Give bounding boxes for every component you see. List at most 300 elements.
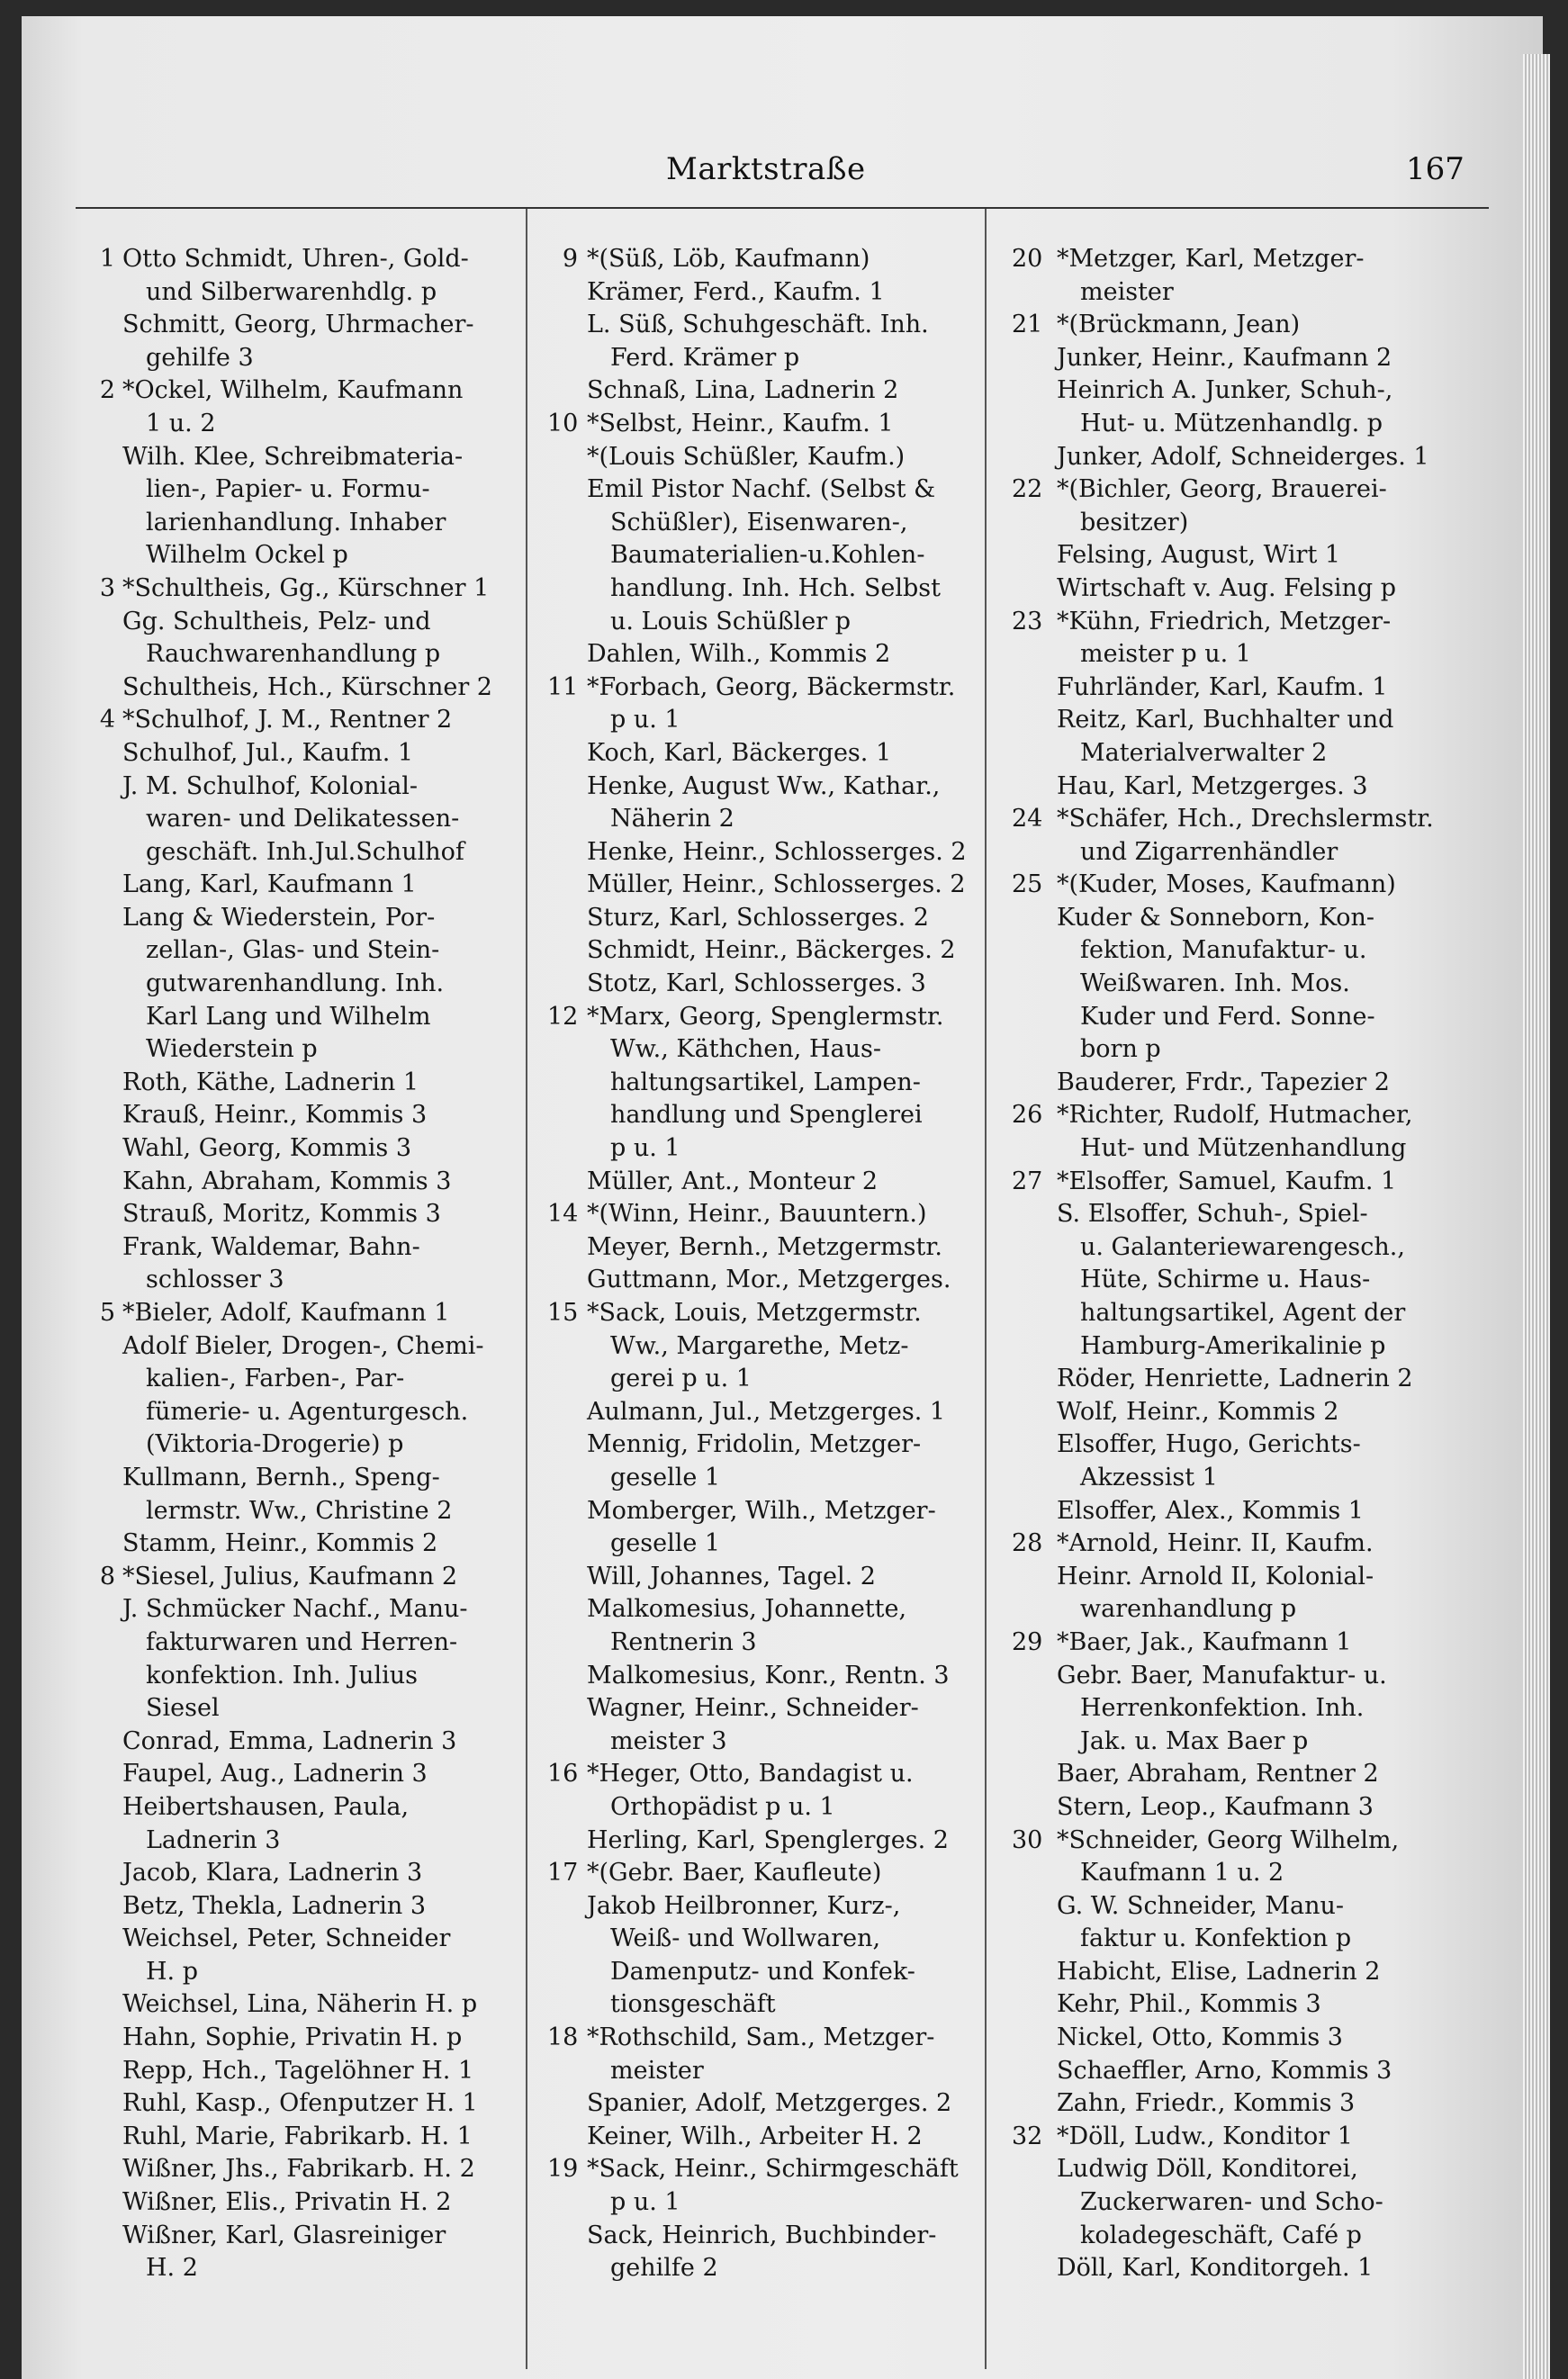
entry-line — [553, 737, 1012, 770]
entry-line — [553, 342, 1012, 375]
entry-text: Karl Lang und Wilhelm — [146, 1002, 431, 1031]
entry-text: Lang, Karl, Kaufmann 1 — [122, 870, 417, 899]
entry-text: Kehr, Phil., Kommis 3 — [1057, 1990, 1321, 2019]
entry-text: Stern, Leop., Kaufmann 3 — [1057, 1792, 1374, 1821]
entry-line — [85, 1857, 553, 1890]
entry-text: Wißner, Karl, Glasreiniger — [122, 2221, 446, 2249]
entry-line — [85, 276, 553, 310]
entry-text: p u. 1 — [610, 1134, 680, 1163]
entry-line — [553, 539, 1012, 572]
entry-text: *(Winn, Heinr., Bauuntern.) — [587, 1200, 927, 1229]
entry-text: geselle 1 — [610, 1463, 721, 1491]
entry-line — [1012, 1462, 1516, 1495]
entry-text: Stotz, Karl, Schlosserges. 3 — [587, 969, 926, 998]
entry-text: Herling, Karl, Spenglerges. 2 — [587, 1825, 949, 1854]
entry-text: *Siesel, Julius, Kaufmann 2 — [122, 1562, 458, 1591]
entry-line — [85, 1297, 553, 1330]
entry-text: *Marx, Georg, Spenglermstr. — [587, 1002, 944, 1031]
entry-line — [85, 1428, 553, 1462]
entry-line — [1012, 276, 1516, 310]
entry-line — [85, 1726, 553, 1759]
entry-line — [1012, 2022, 1516, 2055]
entry-text: Akzessist 1 — [1080, 1463, 1218, 1491]
entry-text: u. Galanteriewarengesch., — [1080, 1232, 1405, 1261]
entry-text: Nickel, Otto, Kommis 3 — [1057, 2023, 1343, 2052]
entry-text: *(Süß, Löb, Kaufmann) — [587, 245, 870, 273]
entry-line — [85, 1660, 553, 1693]
entry-text: Weiß- und Wollwaren, — [610, 1924, 881, 1953]
entry-text: Spanier, Adolf, Metzgerges. 2 — [587, 2089, 952, 2118]
entry-text: *Metzger, Karl, Metzger- — [1057, 245, 1365, 273]
entry-line — [1012, 1726, 1516, 1759]
entry-text: haltungsartikel, Lampen- — [610, 1068, 921, 1096]
entry-line — [1012, 770, 1516, 804]
entry-line — [553, 1396, 1012, 1429]
entry-line — [1012, 1363, 1516, 1396]
entry-line — [553, 1627, 1012, 1660]
entry-line — [1012, 473, 1516, 507]
entry-line — [85, 2220, 553, 2253]
entry-text: Schultheis, Hch., Kürschner 2 — [122, 672, 492, 701]
entry-text: Siesel — [146, 1694, 220, 1723]
entry-line — [1012, 309, 1516, 342]
entry-line — [553, 1132, 1012, 1166]
house-number: 12 — [547, 1002, 579, 1031]
entry-text: Hahn, Sophie, Privatin H. p — [122, 2023, 463, 2052]
entry-text: meister p u. 1 — [1080, 640, 1251, 669]
entry-text: Schmitt, Georg, Uhrmacher- — [122, 311, 474, 339]
entry-line — [1012, 1692, 1516, 1726]
entry-line — [85, 1198, 553, 1231]
entry-text: Keiner, Wilh., Arbeiter H. 2 — [587, 2122, 923, 2150]
entry-line — [553, 1988, 1012, 2022]
entry-text: gehilfe 2 — [610, 2254, 718, 2283]
entry-line — [553, 803, 1012, 836]
entry-line — [1012, 1067, 1516, 1100]
entry-text: Hut- u. Mützenhandlg. p — [1080, 409, 1383, 437]
house-number: 11 — [547, 672, 579, 701]
entry-line — [553, 309, 1012, 342]
entry-text: Hau, Karl, Metzgerges. 3 — [1057, 771, 1368, 800]
entry-text: Kullmann, Bernh., Speng- — [122, 1463, 440, 1491]
entry-line — [1012, 1758, 1516, 1791]
entry-text: haltungsartikel, Agent der — [1080, 1299, 1406, 1327]
entry-text: G. W. Schneider, Manu- — [1057, 1891, 1344, 1920]
entry-line — [85, 572, 553, 606]
entry-text: Jakob Heilbronner, Kurz-, — [587, 1891, 901, 1920]
entry-text: gehilfe 3 — [146, 343, 254, 372]
entry-line — [553, 1330, 1012, 1364]
entry-text: und Silberwarenhdlg. p — [146, 277, 437, 306]
entry-text: *Sack, Louis, Metzgermstr. — [587, 1299, 922, 1327]
entry-line — [553, 704, 1012, 737]
entry-line — [1012, 1593, 1516, 1627]
entry-line — [1012, 1001, 1516, 1034]
entry-text: *Rothschild, Sam., Metzger- — [587, 2023, 935, 2052]
entry-text: *Kühn, Friedrich, Metzger- — [1057, 607, 1392, 635]
entry-line — [85, 1627, 553, 1660]
entry-text: Rentnerin 3 — [610, 1627, 757, 1656]
entry-line — [1012, 1988, 1516, 2022]
entry-line — [553, 1791, 1012, 1825]
header-rule — [76, 207, 1489, 209]
entry-text: Wilhelm Ockel p — [146, 541, 348, 570]
entry-line — [553, 473, 1012, 507]
entry-line — [85, 1166, 553, 1199]
entry-text: koladegeschäft, Café p — [1080, 2221, 1362, 2249]
entry-line — [85, 2087, 553, 2121]
entry-line — [85, 671, 553, 705]
entry-line — [1012, 1825, 1516, 1858]
entry-line — [1012, 836, 1516, 870]
entry-line — [553, 1692, 1012, 1726]
entry-line — [1012, 1627, 1516, 1660]
entry-text: Jacob, Klara, Ladnerin 3 — [122, 1859, 423, 1888]
entry-line — [85, 968, 553, 1001]
entry-text: Ruhl, Kasp., Ofenputzer H. 1 — [122, 2089, 478, 2118]
entry-text: lien-, Papier- u. Formu- — [146, 475, 430, 504]
entry-text: Ruhl, Marie, Fabrikarb. H. 1 — [122, 2122, 473, 2150]
entry-text: Weichsel, Peter, Schneider — [122, 1924, 451, 1953]
entry-text: Herrenkonfektion. Inh. — [1080, 1694, 1365, 1723]
entry-line — [553, 2121, 1012, 2154]
entry-line — [1012, 1099, 1516, 1132]
entry-line — [1012, 671, 1516, 705]
entry-text: Felsing, August, Wirt 1 — [1057, 541, 1341, 570]
house-number: 22 — [1012, 475, 1043, 504]
entry-text: Döll, Karl, Konditorgeh. 1 — [1057, 2254, 1374, 2283]
entry-line — [1012, 2055, 1516, 2088]
entry-text: gutwarenhandlung. Inh. — [146, 969, 445, 998]
entry-text: Müller, Heinr., Schlosserges. 2 — [587, 870, 966, 899]
entry-text: Repp, Hch., Tagelöhner H. 1 — [122, 2056, 474, 2085]
entry-line — [85, 1527, 553, 1561]
entry-text: fektion, Manufaktur- u. — [1080, 936, 1367, 965]
entry-text: schlosser 3 — [146, 1266, 284, 1294]
entry-text: *Arnold, Heinr. II, Kaufm. — [1057, 1529, 1374, 1558]
entry-line — [85, 1462, 553, 1495]
entry-line — [553, 1033, 1012, 1067]
entry-line — [553, 1428, 1012, 1462]
entry-text: zellan-, Glas- und Stein- — [146, 936, 440, 965]
entry-line — [85, 1330, 553, 1364]
entry-text: H. p — [146, 1957, 198, 1986]
entry-text: *Schneider, Georg Wilhelm, — [1057, 1825, 1400, 1854]
entry-line — [85, 1593, 553, 1627]
entry-text: Faupel, Aug., Ladnerin 3 — [122, 1760, 428, 1789]
house-number: 21 — [1012, 311, 1043, 339]
entry-line — [547, 1001, 1012, 1034]
entry-text: *(Gebr. Baer, Kaufleute) — [587, 1859, 882, 1888]
entry-text: *Selbst, Heinr., Kaufm. 1 — [587, 409, 894, 437]
entry-text: S. Elsoffer, Schuh-, Spiel- — [1057, 1200, 1368, 1229]
entry-text: Aulmann, Jul., Metzgerges. 1 — [587, 1397, 946, 1426]
entry-text: Zuckerwaren- und Scho- — [1080, 2188, 1383, 2217]
entry-text: Schaeffler, Arno, Kommis 3 — [1057, 2056, 1392, 2085]
entry-line — [547, 408, 1012, 441]
entry-line — [85, 1231, 553, 1265]
entry-line — [553, 968, 1012, 1001]
entry-line — [85, 2022, 553, 2055]
entry-line — [85, 2186, 553, 2220]
entry-line — [85, 1692, 553, 1726]
house-number: 16 — [547, 1760, 579, 1789]
entry-line — [1012, 374, 1516, 408]
entry-text: Meyer, Bernh., Metzgermstr. — [587, 1232, 942, 1261]
entry-text: Orthopädist p u. 1 — [610, 1792, 835, 1821]
entry-line — [85, 2252, 553, 2285]
entry-line — [1012, 1396, 1516, 1429]
entry-line — [85, 1495, 553, 1528]
entry-line — [553, 1264, 1012, 1297]
house-number: 8 — [99, 1562, 115, 1591]
column-middle — [547, 243, 1012, 2285]
entry-text: warenhandlung p — [1080, 1595, 1297, 1624]
entry-text: Emil Pistor Nachf. (Selbst & — [587, 475, 936, 504]
entry-line — [85, 408, 553, 441]
entry-text: *Heger, Otto, Bandagist u. — [587, 1760, 914, 1789]
entry-line — [547, 2153, 1012, 2186]
entry-line — [547, 1758, 1012, 1791]
entry-text: Lang & Wiederstein, Por- — [122, 903, 436, 932]
entry-text: Kahn, Abraham, Kommis 3 — [122, 1167, 452, 1195]
entry-line — [1012, 539, 1516, 572]
entry-text: Schnaß, Lina, Ladnerin 2 — [587, 376, 899, 405]
entry-text: Adolf Bieler, Drogen-, Chemi- — [122, 1331, 484, 1360]
entry-line — [1012, 1791, 1516, 1825]
entry-line — [85, 441, 553, 474]
entry-line — [85, 902, 553, 935]
entry-line — [85, 869, 553, 902]
entry-text: J. Schmücker Nachf., Manu- — [122, 1595, 468, 1624]
entry-line — [1012, 803, 1516, 836]
entry-line — [553, 1825, 1012, 1858]
entry-text: Guttmann, Mor., Metzgerges. — [587, 1266, 951, 1294]
entry-text: (Viktoria-Drogerie) p — [146, 1430, 404, 1459]
entry-line — [1012, 2252, 1516, 2285]
entry-line — [1012, 2087, 1516, 2121]
entry-line — [85, 836, 553, 870]
entry-line — [1012, 606, 1516, 639]
entry-text: Ww., Käthchen, Haus- — [610, 1035, 881, 1064]
entry-line — [553, 1231, 1012, 1265]
house-number: 9 — [562, 245, 578, 273]
entry-text: Henke, Heinr., Schlosserges. 2 — [587, 837, 967, 866]
entry-line — [553, 2252, 1012, 2285]
house-number: 27 — [1012, 1167, 1043, 1195]
entry-text: Sturz, Karl, Schlosserges. 2 — [587, 903, 929, 932]
entry-text: Schmidt, Heinr., Bäckerges. 2 — [587, 936, 956, 965]
entry-text: *(Brückmann, Jean) — [1057, 311, 1301, 339]
entry-text: Dahlen, Wilh., Kommis 2 — [587, 640, 891, 669]
entry-line — [85, 1264, 553, 1297]
entry-line — [1012, 342, 1516, 375]
entry-text: Elsoffer, Hugo, Gerichts- — [1057, 1430, 1361, 1459]
entry-text: *Richter, Rudolf, Hutmacher, — [1057, 1101, 1413, 1130]
entry-line — [1012, 1231, 1516, 1265]
entry-text: Frank, Waldemar, Bahn- — [122, 1232, 420, 1261]
entry-text: meister — [1080, 277, 1174, 306]
entry-text: tionsgeschäft — [610, 1990, 776, 2019]
entry-text: *Schultheis, Gg., Kürschner 1 — [122, 573, 490, 602]
entry-line — [1012, 1297, 1516, 1330]
entry-line — [1012, 638, 1516, 671]
entry-text: Heibertshausen, Paula, — [122, 1792, 410, 1821]
entry-text: *(Bichler, Georg, Brauerei- — [1057, 475, 1387, 504]
house-number: 25 — [1012, 870, 1043, 899]
house-number: 28 — [1012, 1529, 1043, 1558]
entry-text: lermstr. Ww., Christine 2 — [146, 1496, 453, 1525]
entry-line — [85, 1561, 553, 1594]
entry-line — [1012, 2186, 1516, 2220]
entry-text: Strauß, Moritz, Kommis 3 — [122, 1200, 441, 1229]
entry-line — [547, 1857, 1012, 1890]
entry-line — [1012, 934, 1516, 968]
entry-line — [85, 1791, 553, 1825]
entry-text: Reitz, Karl, Buchhalter und — [1057, 706, 1394, 734]
house-number: 24 — [1012, 805, 1043, 834]
entry-text: Wiederstein p — [146, 1035, 318, 1064]
entry-line — [553, 1462, 1012, 1495]
entry-line — [1012, 243, 1516, 276]
page-title: Marktstraße — [666, 151, 866, 187]
entry-text: Weißwaren. Inh. Mos. — [1080, 969, 1350, 998]
entry-line — [1012, 1166, 1516, 1199]
entry-line — [553, 902, 1012, 935]
entry-line — [553, 1099, 1012, 1132]
entry-line — [85, 1132, 553, 1166]
entry-text: Wißner, Jhs., Fabrikarb. H. 2 — [122, 2155, 475, 2184]
entry-line — [85, 1033, 553, 1067]
entry-line — [553, 2186, 1012, 2220]
entry-line — [553, 1561, 1012, 1594]
house-number: 23 — [1012, 607, 1043, 635]
entry-text: Momberger, Wilh., Metzger- — [587, 1496, 936, 1525]
entry-line — [553, 1067, 1012, 1100]
house-number: 15 — [547, 1299, 579, 1327]
entry-line — [85, 934, 553, 968]
entry-text: Materialverwalter 2 — [1080, 738, 1328, 767]
entry-text: Koch, Karl, Bäckerges. 1 — [587, 738, 892, 767]
entry-text: p u. 1 — [610, 706, 680, 734]
entry-line — [85, 737, 553, 770]
entry-text: Ladnerin 3 — [146, 1825, 281, 1854]
entry-text: geschäft. Inh.Jul.Schulhof — [146, 837, 464, 866]
entry-line — [85, 1067, 553, 1100]
entry-line — [85, 2153, 553, 2186]
entry-line — [553, 606, 1012, 639]
entry-line — [1012, 1132, 1516, 1166]
entry-line — [85, 1099, 553, 1132]
entry-text: Junker, Adolf, Schneiderges. 1 — [1057, 442, 1429, 471]
entry-text: Jak. u. Max Baer p — [1080, 1726, 1309, 1755]
entry-line — [1012, 2153, 1516, 2186]
entry-line — [85, 1923, 553, 1956]
entry-text: fümerie- u. Agenturgesch. — [146, 1397, 469, 1426]
entry-line — [1012, 737, 1516, 770]
entry-line — [553, 507, 1012, 540]
entry-line — [1012, 1330, 1516, 1364]
page-edge — [1523, 54, 1550, 2379]
entry-line — [85, 1956, 553, 1989]
entry-text: Röder, Henriette, Ladnerin 2 — [1057, 1365, 1413, 1393]
entry-line — [85, 507, 553, 540]
entry-text: J. M. Schulhof, Kolonial- — [122, 771, 419, 800]
entry-line — [553, 2220, 1012, 2253]
entry-line — [1012, 968, 1516, 1001]
entry-line — [553, 2087, 1012, 2121]
entry-line — [553, 638, 1012, 671]
entry-text: Roth, Käthe, Ladnerin 1 — [122, 1068, 419, 1096]
entry-text: Hut- und Mützenhandlung — [1080, 1134, 1407, 1163]
entry-line — [1012, 1660, 1516, 1693]
entry-text: Conrad, Emma, Ladnerin 3 — [122, 1726, 457, 1755]
entry-text: 1 u. 2 — [146, 409, 216, 437]
entry-text: und Zigarrenhändler — [1080, 837, 1338, 866]
entry-text: Wolf, Heinr., Kommis 2 — [1057, 1397, 1339, 1426]
entry-text: Hamburg-Amerikalinie p — [1080, 1331, 1386, 1360]
entry-text: *Baer, Jak., Kaufmann 1 — [1057, 1627, 1352, 1656]
entry-line — [547, 2022, 1012, 2055]
entry-text: *Sack, Heinr., Schirmgeschäft — [587, 2155, 959, 2184]
house-number: 4 — [99, 706, 115, 734]
entry-text: Will, Johannes, Tagel. 2 — [587, 1562, 876, 1591]
entry-text: p u. 1 — [610, 2188, 680, 2217]
entry-line — [553, 572, 1012, 606]
entry-text: larienhandlung. Inhaber — [146, 508, 446, 536]
entry-text: Zahn, Friedr., Kommis 3 — [1057, 2089, 1356, 2118]
entry-line — [85, 2055, 553, 2088]
entry-text: born p — [1080, 1035, 1161, 1064]
entry-text: *Forbach, Georg, Bäckermstr. — [587, 672, 956, 701]
entry-line — [553, 770, 1012, 804]
entry-text: Kuder & Sonneborn, Kon- — [1057, 903, 1375, 932]
entry-text: kalien-, Farben-, Par- — [146, 1365, 405, 1393]
entry-line — [85, 243, 553, 276]
entry-text: Heinr. Arnold II, Kolonial- — [1057, 1562, 1374, 1591]
entry-line — [1012, 1890, 1516, 1924]
entry-text: Gg. Schultheis, Pelz- und — [122, 607, 431, 635]
house-number: 26 — [1012, 1101, 1043, 1130]
entry-line — [553, 243, 1012, 276]
entry-line — [85, 1396, 553, 1429]
entry-line — [553, 1726, 1012, 1759]
entry-line — [1012, 1561, 1516, 1594]
entry-text: faktur u. Konfektion p — [1080, 1924, 1352, 1953]
entry-line — [85, 539, 553, 572]
entry-line — [553, 1495, 1012, 1528]
entry-text: *Schäfer, Hch., Drechslermstr. — [1057, 805, 1434, 834]
column-left — [85, 243, 553, 2285]
entry-text: Wißner, Elis., Privatin H. 2 — [122, 2188, 452, 2217]
entry-line — [1012, 1198, 1516, 1231]
house-number: 3 — [99, 573, 115, 602]
entry-line — [1012, 1495, 1516, 1528]
entry-text: gerei p u. 1 — [610, 1365, 752, 1393]
house-number: 2 — [99, 376, 115, 405]
house-number: 32 — [1012, 2122, 1043, 2150]
entry-line — [553, 869, 1012, 902]
entry-text: Damenputz- und Konfek- — [610, 1957, 915, 1986]
entry-text: Hüte, Schirme u. Haus- — [1080, 1266, 1371, 1294]
entry-line — [1012, 2121, 1516, 2154]
house-number: 19 — [547, 2155, 579, 2184]
entry-text: Schüßler), Eisenwaren-, — [610, 508, 908, 536]
entry-text: Krämer, Ferd., Kaufm. 1 — [587, 277, 885, 306]
entry-text: *(Louis Schüßler, Kaufm.) — [587, 442, 906, 471]
entry-text: Ww., Margarethe, Metz- — [610, 1331, 909, 1360]
entry-line — [1012, 441, 1516, 474]
